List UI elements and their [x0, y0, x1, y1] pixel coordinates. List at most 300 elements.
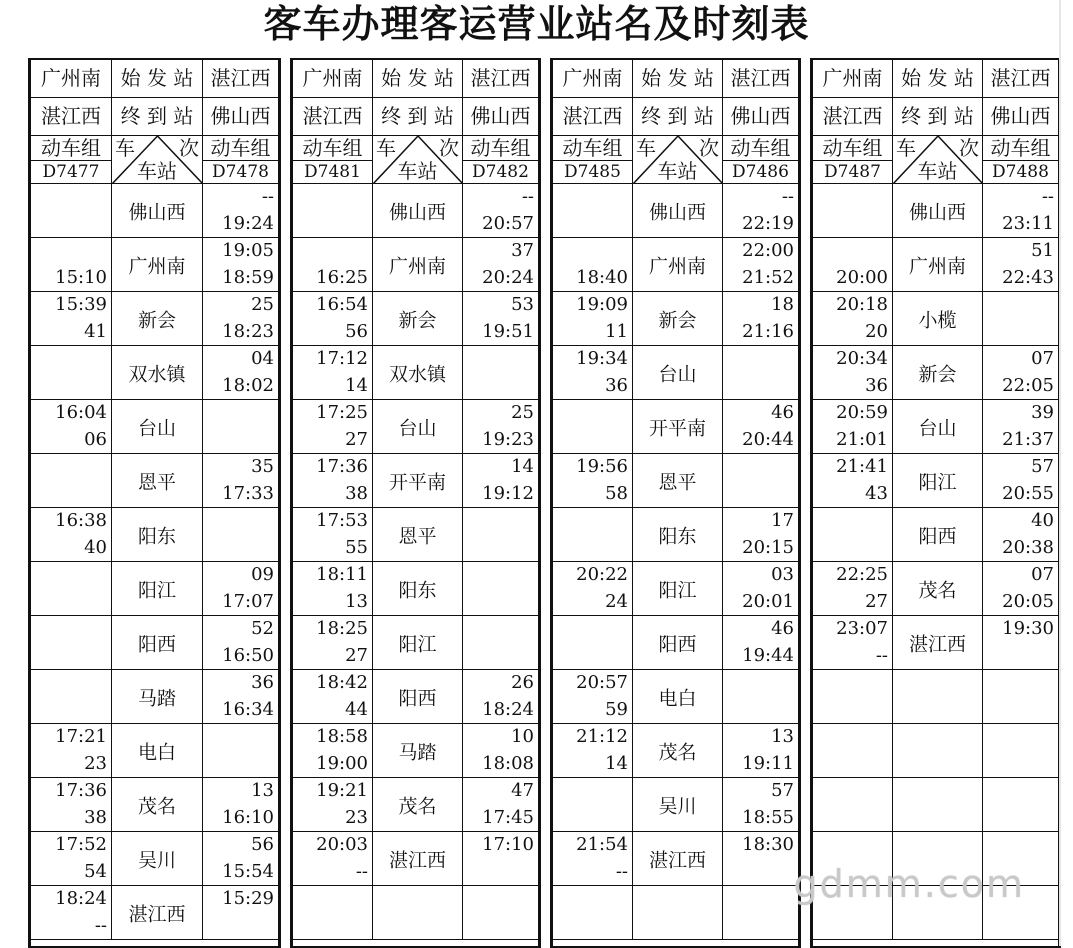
time-lower: 20 — [865, 321, 888, 342]
table-row — [553, 184, 798, 238]
time-upper: 20:18 — [836, 294, 888, 315]
station-cell — [633, 346, 723, 399]
station-cell — [373, 400, 463, 453]
departure-cell — [983, 184, 1058, 237]
departure-cell — [723, 454, 798, 507]
time-upper: 20:22 — [576, 564, 628, 585]
arrival-cell — [293, 616, 373, 669]
station-cell — [633, 562, 723, 615]
station-name: 吴川 — [137, 849, 176, 871]
station-name: 湛江西 — [908, 633, 966, 655]
time-lower: 59 — [605, 699, 628, 720]
arrival-cell — [553, 832, 633, 885]
row-label: 终 到 站 — [112, 98, 203, 135]
departure-cell — [723, 724, 798, 777]
arrival-cell — [31, 778, 112, 831]
time-upper: 19:21 — [316, 780, 368, 801]
time-upper: 21:54 — [576, 834, 628, 855]
departure-cell — [203, 292, 278, 345]
time-lower: 06 — [84, 429, 107, 450]
time-upper: 19:30 — [1002, 618, 1054, 639]
station-name: 阳江 — [137, 579, 176, 601]
right-train-cell — [463, 136, 538, 183]
station-cell — [373, 886, 463, 939]
time-upper: 19:56 — [576, 456, 628, 477]
time-upper: 10 — [511, 726, 534, 747]
time-lower: 20:38 — [1002, 537, 1054, 558]
arrival-cell — [553, 670, 633, 723]
time-upper: 18:30 — [742, 834, 794, 855]
arrival-cell — [813, 616, 893, 669]
station-cell — [893, 778, 983, 831]
time-lower: 14 — [345, 375, 368, 396]
time-upper: 17:36 — [55, 780, 107, 801]
departure-cell — [463, 670, 538, 723]
right-station-name: 佛山西 — [470, 104, 531, 128]
station-name: 阳西 — [137, 633, 176, 655]
table-row — [293, 724, 538, 778]
departure-cell — [723, 508, 798, 561]
arrival-cell — [293, 832, 373, 885]
station-cell — [893, 508, 983, 561]
station-name: 阳东 — [398, 579, 437, 601]
left-train-number: D7481 — [304, 162, 361, 182]
left-train-cell — [31, 136, 112, 183]
left-station-name: 广州南 — [31, 60, 112, 97]
arrival-cell — [813, 292, 893, 345]
time-lower: 21:52 — [742, 267, 794, 288]
station-cell — [373, 292, 463, 345]
station-cell — [633, 670, 723, 723]
table-row — [553, 724, 798, 778]
time-lower: 23 — [84, 753, 107, 774]
station-name: 湛江西 — [128, 903, 186, 925]
time-lower: 19:44 — [742, 645, 794, 666]
departure-cell — [463, 508, 538, 561]
arrival-cell — [293, 400, 373, 453]
station-name: 马踏 — [398, 741, 437, 763]
time-upper: -- — [521, 186, 534, 207]
time-upper: 20:34 — [836, 348, 888, 369]
departure-cell — [463, 562, 538, 615]
station-name: 广州南 — [648, 255, 706, 277]
departure-cell — [203, 724, 278, 777]
time-upper: 17:36 — [316, 456, 368, 477]
left-station-name: 广州南 — [813, 60, 893, 97]
station-name: 阳江 — [398, 633, 437, 655]
time-upper: 35 — [251, 456, 274, 477]
station-name: 广州南 — [388, 255, 446, 277]
emu-label: 动车组 — [553, 136, 632, 161]
station-col-label: 车站 — [917, 159, 958, 183]
arrival-cell — [813, 670, 893, 723]
time-upper: 18:58 — [316, 726, 368, 747]
time-upper: 36 — [251, 672, 274, 693]
departure-cell — [723, 238, 798, 291]
time-upper: 18:25 — [316, 618, 368, 639]
station-cell — [112, 670, 203, 723]
time-upper: 21:12 — [576, 726, 628, 747]
time-upper: 52 — [251, 618, 274, 639]
station-name: 茂名 — [918, 579, 957, 601]
time-upper: 18:24 — [55, 888, 107, 909]
table-row — [553, 238, 798, 292]
station-name: 双水镇 — [128, 363, 186, 385]
train-number-row — [553, 136, 798, 184]
station-cell — [373, 346, 463, 399]
time-upper: 26 — [511, 672, 534, 693]
departure-cell — [983, 292, 1058, 345]
terminus-row — [813, 98, 1058, 136]
station-name: 阳西 — [398, 687, 437, 709]
timetable-panel — [810, 58, 1061, 948]
origin-row — [31, 60, 278, 98]
station-cell — [373, 724, 463, 777]
arrival-cell — [293, 238, 373, 291]
time-upper: 22:00 — [742, 240, 794, 261]
departure-cell — [983, 508, 1058, 561]
station-name: 恩平 — [658, 471, 697, 493]
station-name: 台山 — [137, 417, 176, 439]
train-station-diagonal-cell — [893, 136, 983, 183]
time-upper: 20:03 — [316, 834, 368, 855]
terminus-row — [31, 98, 278, 136]
time-upper: 21:41 — [836, 456, 888, 477]
time-lower: 13 — [345, 591, 368, 612]
table-row — [813, 508, 1058, 562]
time-upper: 17:10 — [482, 834, 534, 855]
timetable-panel — [550, 58, 801, 948]
arrival-cell — [813, 454, 893, 507]
left-train-cell — [293, 136, 373, 183]
station-name: 台山 — [398, 417, 437, 439]
emu-label: 动车组 — [813, 136, 892, 161]
station-name: 佛山西 — [128, 201, 186, 223]
arrival-cell — [813, 508, 893, 561]
departure-cell — [203, 616, 278, 669]
table-row — [293, 616, 538, 670]
time-lower: 16:25 — [316, 267, 368, 288]
station-col-label: 车站 — [657, 159, 698, 183]
time-upper: 04 — [251, 348, 274, 369]
station-cell — [373, 670, 463, 723]
time-lower: 18:24 — [482, 699, 534, 720]
station-name: 小榄 — [918, 309, 957, 331]
time-upper: 57 — [771, 780, 794, 801]
departure-cell — [203, 886, 278, 939]
arrival-cell — [293, 346, 373, 399]
table-row — [813, 616, 1058, 670]
station-cell — [373, 562, 463, 615]
arrival-cell — [293, 508, 373, 561]
time-lower: -- — [875, 645, 888, 666]
time-lower: 27 — [345, 645, 368, 666]
emu-label: 动车组 — [203, 136, 278, 161]
left-station-name: 湛江西 — [813, 98, 893, 135]
time-upper: 13 — [771, 726, 794, 747]
station-cell — [633, 400, 723, 453]
departure-cell — [723, 886, 798, 939]
station-name: 茂名 — [137, 795, 176, 817]
table-row — [31, 292, 278, 346]
time-upper: 19:05 — [222, 240, 274, 261]
time-lower: 22:05 — [1002, 375, 1054, 396]
row-label: 终 到 站 — [373, 98, 463, 135]
arrival-cell — [293, 886, 373, 939]
arrival-cell — [293, 724, 373, 777]
time-lower: 16:50 — [222, 645, 274, 666]
number-char: 次 — [699, 136, 719, 160]
time-upper: -- — [261, 186, 274, 207]
departure-cell — [203, 508, 278, 561]
departure-cell — [723, 184, 798, 237]
time-lower: 20:57 — [482, 213, 534, 234]
table-row — [813, 562, 1058, 616]
departure-cell — [983, 346, 1058, 399]
time-upper: 03 — [771, 564, 794, 585]
table-row — [293, 400, 538, 454]
time-lower: 14 — [605, 753, 628, 774]
arrival-cell — [553, 724, 633, 777]
arrival-cell — [31, 184, 112, 237]
time-upper: 16:38 — [55, 510, 107, 531]
departure-cell — [463, 400, 538, 453]
time-lower: 20:55 — [1002, 483, 1054, 504]
arrival-cell — [293, 184, 373, 237]
left-station-name: 广州南 — [293, 60, 373, 97]
table-row — [553, 886, 798, 940]
table-row — [31, 346, 278, 400]
departure-cell — [203, 778, 278, 831]
left-train-cell — [813, 136, 893, 183]
left-train-number: D7487 — [824, 162, 881, 182]
station-cell — [893, 724, 983, 777]
train-number-row — [31, 136, 278, 184]
departure-cell — [723, 562, 798, 615]
station-cell — [893, 562, 983, 615]
station-col-label: 车站 — [397, 159, 438, 183]
time-lower: 21:01 — [836, 429, 888, 450]
arrival-cell — [553, 400, 633, 453]
departure-cell — [203, 400, 278, 453]
right-train-number: D7486 — [732, 162, 789, 182]
station-name: 茂名 — [658, 741, 697, 763]
table-row — [813, 778, 1058, 832]
time-upper: 18:42 — [316, 672, 368, 693]
time-upper: 07 — [1031, 564, 1054, 585]
terminus-row — [293, 98, 538, 136]
origin-row — [553, 60, 798, 98]
station-name: 台山 — [658, 363, 697, 385]
time-lower: 11 — [605, 321, 628, 342]
station-cell — [893, 292, 983, 345]
departure-cell — [203, 562, 278, 615]
station-cell — [112, 616, 203, 669]
station-cell — [112, 400, 203, 453]
time-lower: 18:02 — [222, 375, 274, 396]
row-label: 终 到 站 — [633, 98, 723, 135]
time-upper: 18:11 — [316, 564, 368, 585]
table-row — [31, 238, 278, 292]
table-row — [293, 508, 538, 562]
time-lower: 17:07 — [222, 591, 274, 612]
departure-cell — [203, 454, 278, 507]
arrival-cell — [553, 238, 633, 291]
left-station-name: 广州南 — [553, 60, 633, 97]
departure-cell — [203, 346, 278, 399]
table-row — [553, 562, 798, 616]
arrival-cell — [553, 292, 633, 345]
time-lower: 18:08 — [482, 753, 534, 774]
time-lower: 36 — [605, 375, 628, 396]
station-name: 广州南 — [128, 255, 186, 277]
departure-cell — [463, 184, 538, 237]
table-row — [293, 832, 538, 886]
left-station-name: 湛江西 — [553, 98, 633, 135]
departure-cell — [463, 724, 538, 777]
arrival-cell — [31, 886, 112, 939]
arrival-cell — [31, 562, 112, 615]
time-lower: 18:55 — [742, 807, 794, 828]
table-row — [553, 778, 798, 832]
right-train-number: D7478 — [212, 162, 269, 182]
arrival-cell — [31, 292, 112, 345]
row-label: 始 发 站 — [633, 60, 723, 97]
station-name: 佛山西 — [388, 201, 446, 223]
table-row — [553, 400, 798, 454]
emu-label: 动车组 — [463, 136, 538, 161]
right-station-name: 湛江西 — [470, 66, 531, 90]
departure-cell — [463, 778, 538, 831]
station-name: 广州南 — [908, 255, 966, 277]
time-upper: 13 — [251, 780, 274, 801]
station-cell — [112, 886, 203, 939]
time-lower: 36 — [865, 375, 888, 396]
station-name: 恩平 — [398, 525, 437, 547]
train-number-row — [813, 136, 1058, 184]
arrival-cell — [553, 886, 633, 939]
time-lower: 56 — [345, 321, 368, 342]
time-upper: 17:21 — [55, 726, 107, 747]
time-lower: 40 — [84, 537, 107, 558]
station-cell — [633, 832, 723, 885]
right-train-cell — [203, 136, 278, 183]
time-lower: 17:33 — [222, 483, 274, 504]
time-upper: 17:52 — [55, 834, 107, 855]
station-name: 电白 — [137, 741, 176, 763]
arrival-cell — [31, 238, 112, 291]
time-upper: 17 — [771, 510, 794, 531]
station-name: 湛江西 — [648, 849, 706, 871]
right-train-number: D7488 — [992, 162, 1049, 182]
right-station-name: 佛山西 — [730, 104, 791, 128]
station-name: 新会 — [918, 363, 957, 385]
arrival-cell — [813, 238, 893, 291]
time-lower: 20:24 — [482, 267, 534, 288]
table-row — [553, 616, 798, 670]
page-title: 客车办理客运营业站名及时刻表 — [263, 2, 810, 46]
time-upper: 09 — [251, 564, 274, 585]
train-station-diagonal-cell — [633, 136, 723, 183]
table-row — [553, 346, 798, 400]
time-upper: 20:59 — [836, 402, 888, 423]
row-label: 始 发 站 — [893, 60, 983, 97]
table-row — [553, 832, 798, 886]
time-lower: 22:43 — [1002, 267, 1054, 288]
arrival-cell — [553, 778, 633, 831]
departure-cell — [723, 832, 798, 885]
table-row — [813, 184, 1058, 238]
station-name: 阳东 — [137, 525, 176, 547]
departure-cell — [463, 292, 538, 345]
table-row — [293, 454, 538, 508]
arrival-cell — [31, 670, 112, 723]
station-cell — [112, 832, 203, 885]
station-name: 佛山西 — [908, 201, 966, 223]
arrival-cell — [813, 346, 893, 399]
station-cell — [633, 238, 723, 291]
departure-cell — [723, 616, 798, 669]
departure-cell — [463, 616, 538, 669]
station-name: 恩平 — [137, 471, 176, 493]
table-row — [293, 184, 538, 238]
departure-cell — [983, 562, 1058, 615]
time-lower: 27 — [345, 429, 368, 450]
table-row — [31, 400, 278, 454]
station-cell — [112, 184, 203, 237]
time-lower: 20:05 — [1002, 591, 1054, 612]
departure-cell — [723, 778, 798, 831]
time-upper: 22:25 — [836, 564, 888, 585]
station-name: 台山 — [918, 417, 957, 439]
time-lower: 24 — [605, 591, 628, 612]
time-upper: 17:53 — [316, 510, 368, 531]
station-name: 开平南 — [648, 417, 706, 439]
arrival-cell — [553, 184, 633, 237]
train-station-diagonal-cell — [112, 136, 203, 183]
time-lower: -- — [355, 861, 368, 882]
time-upper: 51 — [1031, 240, 1054, 261]
emu-label: 动车组 — [723, 136, 798, 161]
departure-cell — [983, 454, 1058, 507]
time-upper: 14 — [511, 456, 534, 477]
time-lower: 23:11 — [1002, 213, 1054, 234]
station-name: 阳西 — [918, 525, 957, 547]
right-train-cell — [983, 136, 1058, 183]
departure-cell — [723, 346, 798, 399]
arrival-cell — [31, 346, 112, 399]
time-upper: 20:57 — [576, 672, 628, 693]
departure-cell — [203, 238, 278, 291]
time-lower: 41 — [84, 321, 107, 342]
table-row — [31, 184, 278, 238]
arrival-cell — [293, 454, 373, 507]
station-cell — [373, 238, 463, 291]
arrival-cell — [553, 346, 633, 399]
time-upper: 37 — [511, 240, 534, 261]
arrival-cell — [813, 400, 893, 453]
left-station-name: 湛江西 — [31, 98, 112, 135]
arrival-cell — [553, 616, 633, 669]
watermark: gdmm.com — [793, 862, 1025, 906]
arrival-cell — [293, 562, 373, 615]
station-cell — [633, 184, 723, 237]
time-upper: 15:39 — [55, 294, 107, 315]
right-station-name: 佛山西 — [210, 104, 271, 128]
emu-label: 动车组 — [31, 136, 111, 161]
station-cell — [373, 508, 463, 561]
station-name: 湛江西 — [388, 849, 446, 871]
